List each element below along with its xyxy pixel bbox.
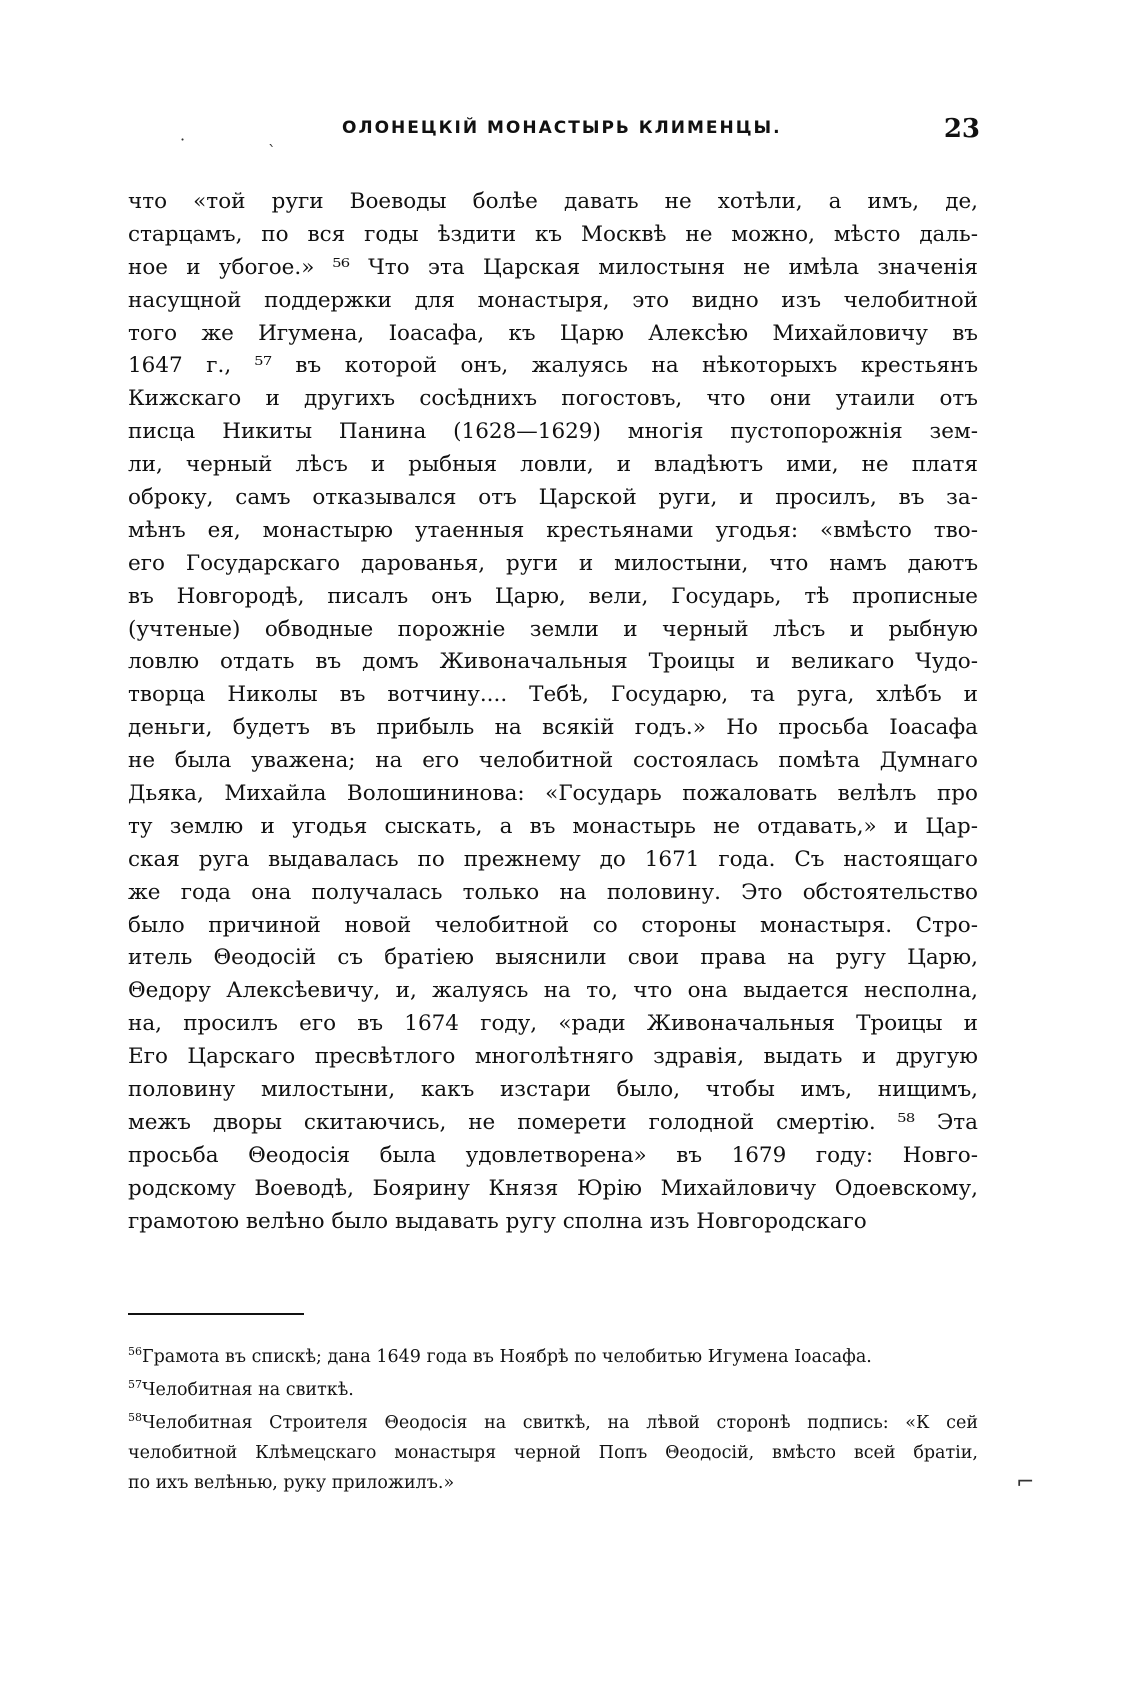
page-number: 23 [943,114,980,144]
footnote-text: Грамота въ спискѣ; дана 1649 года въ Ноябрѣ по челобитью Игумена Іоасафа. [142,1347,872,1367]
body-line: оброку, самъ отказывался отъ Царской руги, и просилъ, въ за- [128,485,978,511]
footnote-marker: 57 [128,1378,142,1392]
body-line: итель Θеодосій съ братіею выяснили свои права на ругу Царю, [128,945,978,971]
body-line: (учтеные) обводные порожніе земли и черный лѣсъ и рыбную [128,616,978,642]
footnote-line [128,1468,978,1498]
footnote-rule [128,1313,304,1315]
footnote-text: Челобитная на свиткѣ. [142,1380,354,1400]
footnote-text: челобитной Клѣмецскаго монастыря черной Попъ Θеодосій, вмѣсто всей братіи, [128,1443,978,1463]
body-line: деньги, будетъ въ прибыль на всякій годъ.» Но просьба Іоасафа [128,715,978,741]
body-line: было причиной новой челобитной со стороны монастыря. Стро- [128,912,978,938]
body-line: ская руга выдавалась по прежнему до 1671 года. Съ настоящаго [128,846,978,872]
body-line: ту землю и угодья сыскать, а въ монастырь не отдавать,» и Цар- [128,813,978,839]
body-line: родскому Воеводѣ, Боярину Князя Юрію Михайловичу Одоевскому, [128,1175,978,1201]
body-line: же года она получалась только на половину. Это обстоятельство [128,879,978,905]
body-line: насущной поддержки для монастыря, это видно изъ челобитной [128,287,978,313]
body-line: 1647 г., ⁵⁷ въ которой онъ, жалуясь на нѣкоторыхъ крестьянъ [128,353,978,379]
footnote-marker: 56 [128,1345,142,1359]
body-line: что «той руги Воеводы болѣе давать не хотѣли, а имъ, де, [128,189,978,214]
running-title: ОЛОНЕЦКІЙ МОНАСТЫРЬ КЛИМЕНЦЫ. [342,118,782,138]
body-line: творца Николы въ вотчину.... Тебѣ, Государю, та руга, хлѣбъ и [128,682,978,708]
body-line: Дьяка, Михайла Волошининова: «Государь пожаловать велѣлъ про [128,781,978,807]
body-line: на, просилъ его въ 1674 году, «ради Живоначальныя Троицы и [128,1011,978,1037]
speck-mark: · [180,130,186,149]
footnote-marker: 58 [128,1411,142,1425]
body-line: его Государскаго дарованья, руги и милостыни, что намъ даютъ [128,550,978,576]
body-line: ное и убогое.» ⁵⁶ Что эта Царская милостыня не имѣла значенія [128,254,978,280]
running-head [130,114,980,148]
body-line: Кижскаго и другихъ сосѣднихъ погостовъ, что они утаили отъ [128,386,978,412]
body-line: мѣнъ ея, монастырю утаенныя крестьянами угодья: «вмѣсто тво- [128,517,978,543]
speck-mark: ⌐ [1016,1470,1035,1495]
body-line: грамотою велѣно было выдавать ругу сполна изъ Новгородскаго [128,1208,867,1234]
footnote-line [128,1375,978,1405]
body-line: старцамъ, по вся годы ѣздити къ Москвѣ не можно, мѣсто даль- [128,221,978,247]
body-line: не была уважена; на его челобитной состоялась помѣта Думнаго [128,748,978,774]
body-line: Его Царскаго пресвѣтлого многолѣтняго здравія, выдать и другую [128,1044,978,1070]
body-line: того же Игумена, Іоасафа, къ Царю Алексѣю Михайловичу въ [128,320,978,346]
footnote-text: Челобитная Строителя Θеодосія на свиткѣ, на лѣвой сторонѣ подпись: «К сей [142,1413,978,1433]
body-text [128,186,978,1239]
body-line: половину милостыни, какъ изстари было, чтобы имъ, нищимъ, [128,1077,978,1103]
body-line: въ Новгородѣ, писалъ онъ Царю, вели, Государь, тѣ прописные [128,583,978,609]
footnote-line [128,1408,978,1438]
body-line: ловлю отдать въ домъ Живоначальныя Троицы и великаго Чудо- [128,649,978,675]
body-line: Θедору Алексѣевичу, и, жалуясь на то, что она выдается несполна, [128,978,978,1004]
body-line: ли, черный лѣсъ и рыбныя ловли, и владѣютъ ими, не платя [128,452,978,478]
speck-mark: ˋ [268,142,276,161]
body-line: межъ дворы скитаючись, не померети голодной смертію. ⁵⁸ Эта [128,1109,978,1135]
footnote-line [128,1438,978,1468]
footnote-line [128,1342,978,1372]
footnote-text: по ихъ велѣнью, руку приложилъ.» [128,1473,455,1493]
body-line: просьба Θеодосія была удовлетворена» въ 1679 году: Новго- [128,1142,978,1168]
body-line: писца Никиты Панина (1628—1629) многія пустопорожнія зем- [128,419,978,445]
footnotes [128,1342,978,1498]
